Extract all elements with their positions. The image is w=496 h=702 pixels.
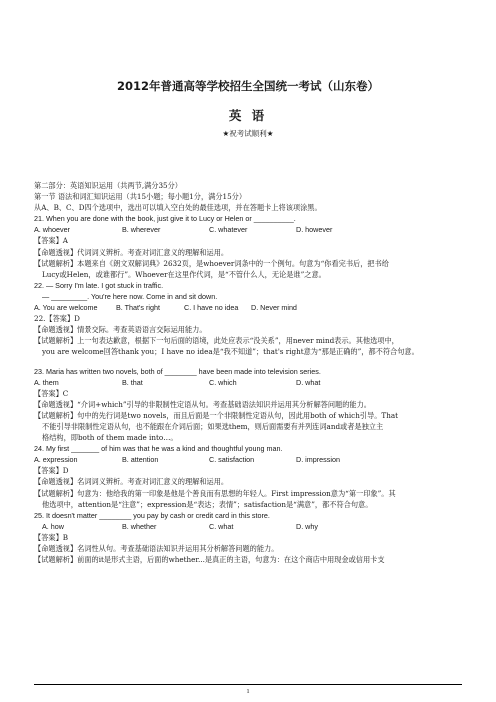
option-c: C. satisfaction: [209, 455, 255, 465]
subject-title: 英 语: [228, 108, 268, 123]
question-22-perspective: 【命题透视】情景交际。考查英语语言交际运用能力。: [34, 325, 207, 335]
question-25-options: [34, 521, 474, 532]
question-23-perspective: 【命题透视】“介词+which”引导的非限制性定语从句。考查基础语法知识并运用其分析解答问题的能力。: [34, 399, 371, 409]
question-25-stem: 25. It doesn't matter ________ you pay by cash or credit card in this store.: [34, 510, 270, 520]
question-23-explanation-3: 格结构，即both of them made into…。: [42, 433, 178, 443]
question-21-answer: 【答案】A: [34, 236, 68, 246]
question-24-stem: 24. My first _______ of him was that he was a kind and thoughtful young man.: [34, 444, 283, 454]
page-number: 1: [246, 688, 250, 695]
option-a: A. whoever: [34, 225, 70, 235]
question-21-stem: 21. When you are done with the book, just give it to Lucy or Helen or __________.: [34, 214, 296, 224]
question-23-answer: 【答案】C: [34, 388, 69, 398]
option-d: D. why: [296, 521, 318, 531]
question-21-explanation-1: 【试题解析】本题来自《朗文双解词典》2632页，是whoever词条中的一个例句。句意为“你看完书后，把书给: [34, 258, 389, 268]
option-a: A. expression: [34, 455, 78, 465]
option-b: B. wherever: [122, 225, 161, 235]
option-b: B. that: [122, 377, 143, 387]
good-luck-line: ★祝考试顺利★: [222, 129, 274, 138]
exam-title: 2012年普通高等学校招生全国统一考试（山东卷）: [116, 79, 379, 93]
option-b: B. attention: [122, 455, 159, 465]
question-23-stem: 23. Maria has written two novels, both of ________ have been made into television series.: [34, 366, 321, 376]
question-21-explanation-2: Lucy或Helen，或谁都行”。Whoever在这里作代词，是“不管什么人，无论是谁”之意。: [42, 269, 326, 279]
option-d: D. what: [296, 377, 321, 387]
option-d: D. however: [296, 225, 333, 235]
question-23-options: [34, 377, 474, 388]
question-23-explanation-2: 不能引导非限制性定语从句，也不能跟在介词后面；如果选them，则后面需要有并列连词and或者是独立主: [42, 421, 384, 431]
question-25-perspective: 【命题透视】名词性从句。考查基础语法知识并运用其分析解答问题的能力。: [34, 544, 279, 553]
question-24-explanation-1: 【试题解析】句意为：他给我的第一印象是他是个善良而有思想的年轻人。First impression意为“第一印象”。其: [34, 488, 396, 498]
exam-content: [34, 180, 474, 565]
question-24-explanation-2: 他选项中，attention是“注意”；expression是“表达；表情”；satisfaction是“满意”，都不符合句意。: [42, 499, 373, 509]
question-22-explanation-2: you are welcome回答thank you；I have no idea是“我不知道”；that's right意为“那是正确的”，都不符合句意。: [42, 347, 419, 357]
question-24-perspective: 【命题透视】名词词义辨析。考查对词汇意义的理解和运用。: [34, 477, 229, 487]
question-22-options: [34, 302, 474, 313]
question-24-answer: 【答案】D: [34, 466, 69, 476]
spacer: [34, 358, 474, 366]
question-25-answer: 【答案】B: [34, 532, 69, 542]
option-d: D. Never mind: [251, 303, 297, 313]
question-21-perspective: 【命题透视】代词词义辨析。考查对词汇意义的理解和运用。: [34, 247, 229, 257]
option-c: C. I have no idea: [184, 303, 239, 313]
option-c: C. which: [209, 377, 237, 387]
option-a: A. You are welcome: [34, 303, 98, 313]
question-22-stem-2: — _________. You're here now. Come in and sit down.: [42, 291, 218, 301]
option-c: C. what: [209, 521, 234, 531]
option-a: A. them: [34, 377, 59, 387]
option-b: B. That's right: [116, 303, 160, 313]
question-22-answer: 22.【答案】D: [34, 314, 80, 324]
option-c: C. whatever: [209, 225, 248, 235]
question-22-stem-1: 22. — Sorry I'm late. I got stuck in traffic.: [34, 280, 164, 290]
option-a: A. how: [42, 521, 64, 531]
question-21-options: [34, 224, 474, 235]
option-b: B. whether: [122, 521, 157, 531]
instruction-text: 从A、B、C、D四个选项中，选出可以填入空白处的最佳选项，并在答题卡上将该项涂黑。: [34, 203, 322, 213]
question-25-explanation-1: 【试题解析】前面的it是形式主语，后面的whether...是真正的主语，句意为：在这个商店中用现金或信用卡支: [34, 555, 385, 565]
footer-divider: [34, 684, 462, 685]
section-heading: 第一节 语法和词汇知识运用（共15小题；每小题1分，满分15分）: [34, 192, 247, 202]
question-24-options: [34, 454, 474, 465]
part-heading: 第二部分：英语知识运用（共两节,满分35分）: [34, 181, 182, 190]
option-d: D. impression: [296, 455, 340, 465]
question-22-explanation-1: 【试题解析】上一句表达歉意，根据下一句后面的语境，此处应表示“没关系”，用never mind表示。其他选项中，: [34, 336, 399, 346]
question-23-explanation-1: 【试题解析】句中的先行词是two novels，而且后面是一个非限制性定语从句，因此用both of which引导。That: [34, 410, 398, 420]
